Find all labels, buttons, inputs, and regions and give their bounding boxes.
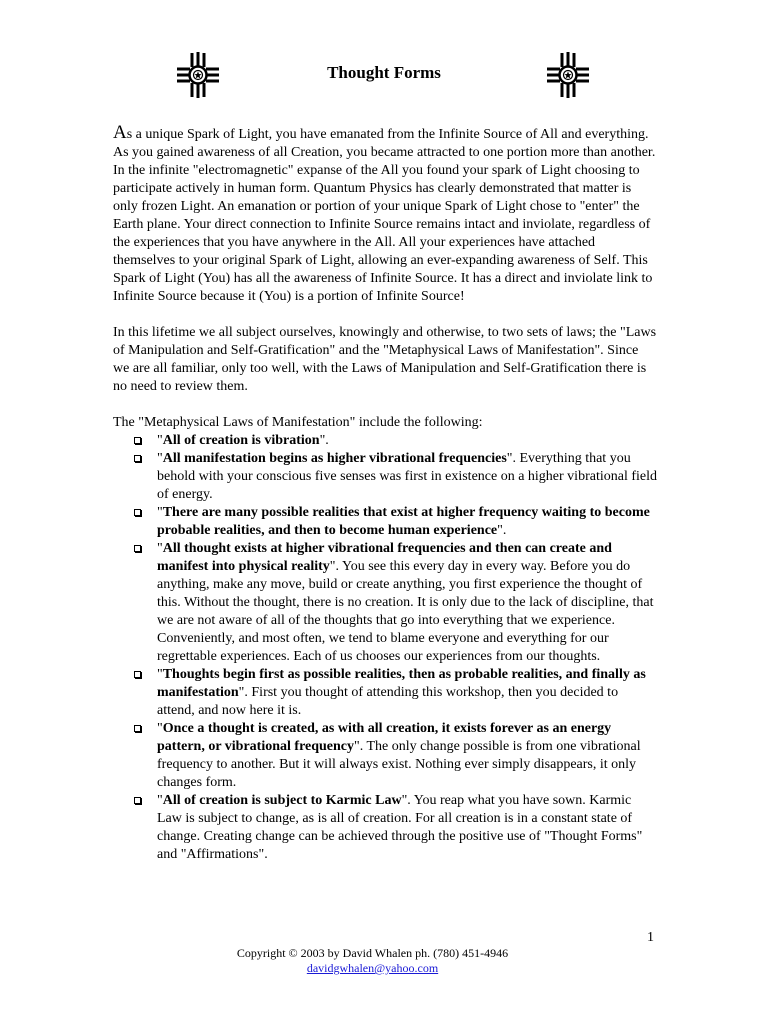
list-item: "All of creation is vibration". [157, 432, 658, 450]
intro-text: s a unique Spark of Light, you have emanated from the Infinite Source of All and everything. As you gained awareness of all Creation, you became attracted to one portion more than another. In the infinite "electromagnetic" expanse of the All you found your spark of Light choosing to participate actively in human form. Quantum Physics has clearly demonstrated that matter is only frozen Light. An emanation or portion of your unique Spark of Light chose to "enter" the Earth plane. Your direct connection to Infinite Source remains intact and inviolate, regardless of the experiences that you have anywhere in the All. All your experiences have attached themselves to your original Spark of Light, allowing an ever-expanding awareness of Self. This Spark of Light (You) has all the awareness of Infinite Source. It has a direct and inviolate link to Infinite Source because it (You) is a portion of Infinite Source! [113, 127, 656, 304]
checkbox-bullet-icon [134, 671, 141, 678]
checkbox-bullet-icon [134, 509, 141, 516]
list-item: "There are many possible realities that exist at higher frequency waiting to become probable realities, and then to become human experience". [157, 504, 658, 540]
laws-intro: The "Metaphysical Laws of Manifestation" include the following: [113, 415, 483, 430]
list-item: "All thought exists at higher vibrational frequencies and then can create and manifest into physical reality". You see this every day in every way. Before you do anything, make any move, build or create anything, you first experience the thought of this. Without the thought, there is no creation. It is only due to the lack of discipline, that we are not aware of all of the thoughts that go into everything that we experience. Conveniently, and most often, we tend to blame everyone and everything for our regrettable experiences. Each of us chooses our experiences from our thoughts. [157, 540, 658, 666]
checkbox-bullet-icon [134, 797, 141, 804]
list-item: "Thoughts begin first as possible realities, then as probable realities, and finally as manifestation". First you thought of attending this workshop, then you decided to attend, and now here it is. [157, 666, 658, 720]
page-title: Thought Forms [327, 63, 441, 82]
page-footer [0, 946, 745, 976]
zia-sun-symbol-icon [543, 50, 593, 100]
page-header [0, 50, 768, 100]
laws-list [113, 432, 658, 864]
checkbox-bullet-icon [134, 437, 141, 444]
list-item: "Once a thought is created, as with all creation, it exists forever as an energy pattern, or vibrational frequency". The only change possible is from one vibrational frequency to another. But it will always exist. Nothing ever simply disappears, it only changes form. [157, 720, 658, 792]
document-body [113, 124, 658, 864]
page-number: 1 [647, 930, 654, 945]
checkbox-bullet-icon [134, 455, 141, 462]
email-link[interactable]: davidgwhalen@yahoo.com [306, 961, 439, 975]
checkbox-bullet-icon [134, 545, 141, 552]
list-item: "All of creation is subject to Karmic Law". You reap what you have sown. Karmic Law is subject to change, as is all of creation. For all creation is in a constant state of change. Creating change can be achieved through the positive use of "Thought Forms" and "Affirmations". [157, 792, 658, 864]
checkbox-bullet-icon [134, 725, 141, 732]
intro-paragraph [113, 124, 658, 306]
list-item: "All manifestation begins as higher vibrational frequencies". Everything that you behold with your conscious five senses was first in existence on a higher vibrational field of energy. [157, 450, 658, 504]
drop-cap: A [113, 122, 127, 143]
copyright-line: Copyright © 2003 by David Whalen ph. (780) 451-4946 [236, 946, 509, 960]
laws-paragraph: In this lifetime we all subject ourselves, knowingly and otherwise, to two sets of laws; the "Laws of Manipulation and Self-Gratification" and the "Metaphysical Laws of Manifestation". Since we are all familiar, only too well, with the Laws of Manipulation and Self-Gratification there is no need to review them. [113, 325, 657, 394]
